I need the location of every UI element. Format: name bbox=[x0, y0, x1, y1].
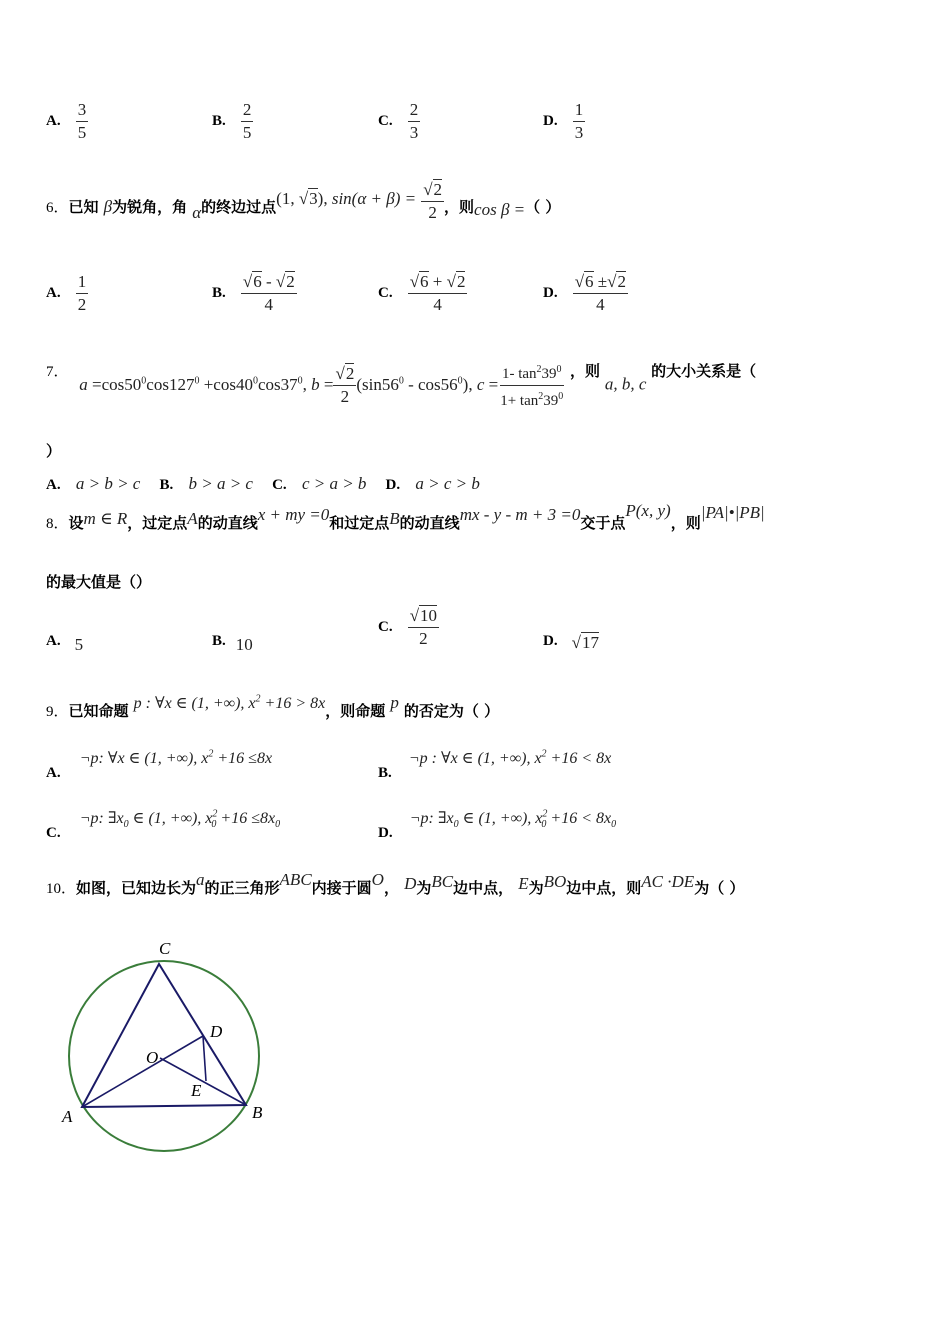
circumcircle bbox=[69, 961, 259, 1151]
question-number: 6． bbox=[46, 200, 69, 216]
q7-stem-close: ） bbox=[46, 442, 62, 460]
q5-option-a[interactable] bbox=[46, 100, 88, 143]
label-o: O bbox=[146, 1048, 159, 1067]
q8-stem: 8．设m ∈ R，过定点A的动直线x + my =0和过定点B的动直线mx - y - m + 3 =0交于点P(x, y)，则|PA|•|PB| bbox=[46, 501, 765, 532]
option-fraction: $\frac{2}{5}$ bbox=[242, 100, 252, 142]
option-label: B. bbox=[212, 113, 226, 129]
segment-de bbox=[203, 1036, 206, 1081]
q7-option-d[interactable]: D. a > c > b bbox=[385, 474, 480, 493]
q7-stem: 7． $a =\cos 50^0\cos 127^0 +\cos 40^0\cos 37^0$, b = $\frac{√2}{2}$ $(\sin 56^0 - \cos 56^0)$, c = $\frac{1- \tan^239^0}{1+ \tan^239^0}$ ，则 a, b, c 的大小关系是（ bbox=[46, 362, 757, 409]
segment-ob bbox=[160, 1058, 246, 1105]
question-number: 7． bbox=[46, 364, 69, 380]
option-fraction: $\frac{3}{5}$ bbox=[77, 100, 87, 142]
label-b: B bbox=[252, 1103, 263, 1122]
option-label: A. bbox=[46, 113, 61, 129]
q6-option-d[interactable]: D. $\frac{√6 \pm√2}{4}$ bbox=[543, 272, 626, 314]
option-label: D. bbox=[543, 113, 558, 129]
label-d: D bbox=[210, 1022, 223, 1041]
question-number: 9． bbox=[46, 704, 69, 720]
q6-option-b[interactable]: B. $\frac{√6 - √2}{4}$ bbox=[212, 272, 295, 314]
sin-fraction: $\frac{√2}{2}$ bbox=[423, 180, 443, 222]
q7-option-c[interactable]: C. c > a > b bbox=[272, 474, 367, 493]
q5-option-d[interactable] bbox=[543, 100, 585, 143]
q7-option-a[interactable]: A. a > b > c bbox=[46, 474, 141, 493]
q5-option-b[interactable] bbox=[212, 100, 253, 143]
question-number: 10． bbox=[46, 881, 77, 897]
q7-option-b[interactable]: B. b > a > c bbox=[159, 474, 253, 493]
label-c: C bbox=[159, 939, 171, 958]
question-number: 8． bbox=[46, 516, 69, 532]
q8-option-c[interactable]: C. $\frac{√10}{2}$ bbox=[378, 606, 438, 648]
option-label: C. bbox=[378, 113, 393, 129]
q9-stem: 9．已知命题 p : ∀x ∈ (1, +∞), $x^2 +16 > 8x$，则命题 p 的否定为（ ） bbox=[46, 693, 500, 720]
label-a: A bbox=[62, 1107, 73, 1126]
q6-stem: 6．已知 β为锐角，角 α的终边过点(1, √3), sin(α + β) = $\frac{√2}{2}$ ，则cos β =（ ） bbox=[46, 180, 561, 222]
q9-option-b[interactable]: B. ¬p : ∀x ∈ (1, +∞), $x^2 +16 < 8x$ bbox=[378, 748, 612, 781]
q9-option-a[interactable]: A. ¬p: ∀x ∈ (1, +∞), $x^2 +16 \le 8x$ bbox=[46, 748, 273, 781]
option-fraction: $\frac{2}{3}$ bbox=[409, 100, 419, 142]
q6-option-a[interactable]: A. $\frac{1}{2}$ bbox=[46, 272, 87, 314]
q8-option-a[interactable]: A. 5 bbox=[46, 633, 84, 654]
q9-option-c[interactable]: C. ¬p: $\exists x_0$ ∈ (1, +∞), $x^2_0 +16 \le 8x_0$ bbox=[46, 808, 281, 841]
geometry-figure bbox=[55, 930, 285, 1160]
q6-option-c[interactable]: C. $\frac{√6 + √2}{4}$ bbox=[378, 272, 466, 314]
q5-option-c[interactable] bbox=[378, 100, 420, 143]
q8-option-d[interactable]: D. √17 bbox=[543, 633, 599, 652]
q8-stem-tail: 的最大值是（） bbox=[46, 573, 152, 591]
label-e: E bbox=[191, 1081, 202, 1100]
q10-stem: 10．如图，已知边长为a的正三角形ABC内接于圆O， D为BC边中点， E为BO边中点，则AC ·DE为（ ） bbox=[46, 870, 745, 897]
option-fraction: $\frac{1}{3}$ bbox=[574, 100, 584, 142]
q9-option-d[interactable]: D. ¬p: $\exists x_0$ ∈ (1, +∞), $x^2_0 +16 < 8x_0$ bbox=[378, 808, 617, 841]
q7-options bbox=[46, 474, 480, 494]
q8-option-b[interactable]: B. 10 bbox=[212, 633, 253, 654]
